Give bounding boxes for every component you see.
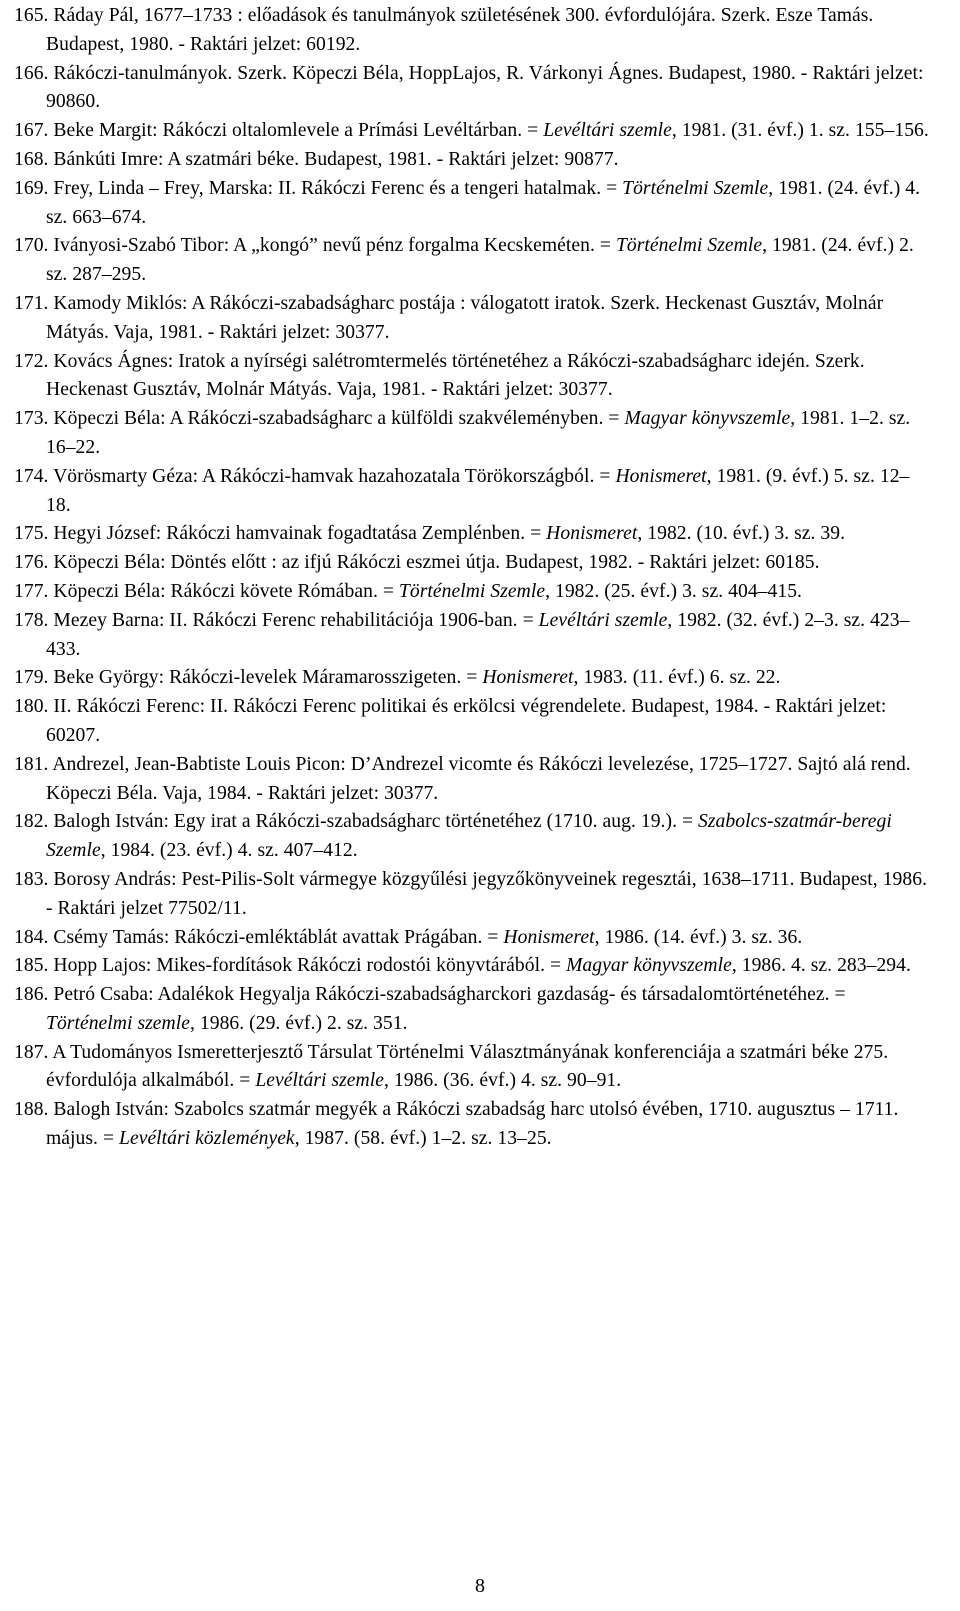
entry-text: , 1986. 4. sz. 283–294. bbox=[731, 955, 911, 977]
bibliography-entry bbox=[14, 1039, 934, 1097]
entry-text: , 1981. (24. évf.) 4. sz. 663–674. bbox=[46, 177, 921, 228]
bibliography-entry bbox=[14, 952, 934, 981]
entry-text: 188. Balogh István: Szabolcs szatmár megyék a Rákóczi szabadság harc utolsó évében, 1710. augusztus – 1711. május. = bbox=[14, 1099, 899, 1150]
entry-text: 182. Balogh István: Egy irat a Rákóczi-szabadságharc történetéhez (1710. aug. 19.). = bbox=[14, 811, 699, 833]
bibliography-entry bbox=[14, 981, 934, 1039]
entry-text: 175. Hegyi József: Rákóczi hamvainak fogadtatása Zemplénben. = bbox=[14, 523, 547, 545]
bibliography-entry bbox=[14, 549, 934, 578]
entry-text: 180. II. Rákóczi Ferenc: II. Rákóczi Ferenc politikai és erkölcsi végrendelete. Budapest, 1984. - Raktári jelzet: 60207. bbox=[14, 696, 887, 746]
entry-text: , 1981. (9. évf.) 5. sz. 12–18. bbox=[46, 465, 910, 516]
bibliography-entry bbox=[14, 2, 934, 60]
journal-title: Magyar könyvszemle bbox=[624, 408, 791, 430]
entry-text: 166. Rákóczi-tanulmányok. Szerk. Köpeczi Béla, HoppLajos, R. Várkonyi Ágnes. Budapest, 1980. - Raktári jelzet: 90860. bbox=[14, 62, 924, 113]
bibliography-entry bbox=[14, 405, 934, 463]
journal-title: Honismeret bbox=[482, 667, 574, 689]
entry-text: , 1984. (23. évf.) 4. sz. 407–412. bbox=[100, 840, 358, 862]
entry-text: 167. Beke Margit: Rákóczi oltalomlevele a Prímási Levéltárban. = bbox=[14, 120, 544, 142]
journal-title: Honismeret bbox=[546, 523, 638, 545]
bibliography-entry bbox=[14, 693, 934, 751]
bibliography-entry bbox=[14, 60, 934, 118]
bibliography-entry bbox=[14, 520, 934, 549]
bibliography-entry bbox=[14, 578, 934, 607]
entry-text: 172. Kovács Ágnes: Iratok a nyírségi salétromtermelés történetéhez a Rákóczi-szabadságharc idején. Szerk. Heckenast Gusztáv, Molnár Mátyás. Vaja, 1981. - Raktári jelzet: 30377. bbox=[14, 350, 865, 401]
entry-text: , 1981. (31. évf.) 1. sz. 155–156. bbox=[671, 120, 929, 142]
journal-title: Történelmi Szemle bbox=[622, 177, 769, 199]
journal-title: Történelmi Szemle bbox=[615, 235, 763, 257]
bibliography-entry bbox=[14, 866, 934, 924]
bibliography-entry bbox=[14, 463, 934, 521]
bibliography-entry bbox=[14, 808, 934, 866]
entry-text: , 1986. (36. évf.) 4. sz. 90–91. bbox=[384, 1070, 622, 1092]
bibliography-entry bbox=[14, 348, 934, 406]
journal-title: Levéltári szemle bbox=[538, 609, 668, 631]
bibliography-entry bbox=[14, 232, 934, 290]
entry-text: 183. Borosy András: Pest-Pilis-Solt vármegye közgyűlési jegyzőkönyveinek regesztái, 1638–1711. Budapest, 1986. - Raktári jelzet 77502/11. bbox=[14, 868, 928, 919]
journal-title: Történelmi Szemle bbox=[398, 580, 546, 602]
journal-title: Történelmi szemle bbox=[46, 1012, 190, 1034]
entry-text: , 1986. (29. évf.) 2. sz. 351. bbox=[189, 1012, 408, 1034]
entry-text: , 1982. (32. évf.) 2–3. sz. 423–433. bbox=[46, 609, 910, 660]
bibliography-entry bbox=[14, 1096, 934, 1154]
entry-text: 185. Hopp Lajos: Mikes-fordítások Rákóczi rodostói könyvtárából. = bbox=[14, 955, 567, 977]
bibliography-entry bbox=[14, 607, 934, 665]
journal-title: Levéltári szemle bbox=[543, 120, 672, 142]
entry-text: 186. Petró Csaba: Adalékok Hegyalja Rákóczi-szabadságharckori gazdaság- és társadalomtörténetéhez. = bbox=[14, 984, 846, 1006]
entry-text: 181. Andrezel, Jean-Babtiste Louis Picon: D’Andrezel vicomte és Rákóczi levelezése, 1725–1727. Sajtó alá rend. Köpeczi Béla. Vaja, 1984. - Raktári jelzet: 30377. bbox=[14, 753, 911, 804]
journal-title: Honismeret bbox=[615, 465, 707, 487]
entry-text: 169. Frey, Linda – Frey, Marska: II. Rákóczi Ferenc és a tengeri hatalmak. = bbox=[14, 177, 623, 199]
entry-text: 184. Csémy Tamás: Rákóczi-emléktáblát avattak Prágában. = bbox=[14, 926, 504, 948]
entry-text: , 1981. 1–2. sz. 16–22. bbox=[46, 408, 911, 458]
bibliography-entry bbox=[14, 924, 934, 953]
bibliography-entry bbox=[14, 751, 934, 809]
entry-text: , 1987. (58. évf.) 1–2. sz. 13–25. bbox=[294, 1128, 552, 1150]
bibliography-entry bbox=[14, 146, 934, 175]
page-number: 8 bbox=[475, 1575, 485, 1597]
entry-text: 170. Iványosi-Szabó Tibor: A „kongó” nevű pénz forgalma Kecskeméten. = bbox=[14, 235, 616, 257]
bibliography-entry bbox=[14, 664, 934, 693]
entry-text: , 1986. (14. évf.) 3. sz. 36. bbox=[594, 926, 803, 948]
entry-text: 174. Vörösmarty Géza: A Rákóczi-hamvak hazahozatala Törökországból. = bbox=[14, 465, 616, 487]
entry-text: , 1982. (10. évf.) 3. sz. 39. bbox=[637, 523, 846, 545]
entry-text: 168. Bánkúti Imre: A szatmári béke. Budapest, 1981. - Raktári jelzet: 90877. bbox=[14, 148, 619, 170]
bibliography-entry bbox=[14, 175, 934, 233]
bibliography-list bbox=[14, 2, 934, 1154]
journal-title: Magyar könyvszemle bbox=[566, 955, 732, 977]
entry-text: 179. Beke György: Rákóczi-levelek Máramarosszigeten. = bbox=[14, 667, 483, 689]
entry-text: , 1981. (24. évf.) 2. sz. 287–295. bbox=[46, 235, 914, 286]
bibliography-entry bbox=[14, 117, 934, 146]
entry-text: 176. Köpeczi Béla: Döntés előtt : az ifjú Rákóczi eszmei útja. Budapest, 1982. - Raktári jelzet: 60185. bbox=[14, 552, 820, 574]
journal-title: Honismeret bbox=[503, 926, 595, 948]
entry-text: 187. A Tudományos Ismeretterjesztő Társulat Történelmi Választmányának konferenciája a szatmári béke 275. évfordulója alkalmából. = bbox=[14, 1041, 889, 1092]
entry-text: , 1982. (25. évf.) 3. sz. 404–415. bbox=[545, 580, 803, 602]
bibliography-entry bbox=[14, 290, 934, 348]
journal-title: Szabolcs-szatmár-beregi Szemle bbox=[46, 811, 892, 862]
entry-text: 177. Köpeczi Béla: Rákóczi követe Rómában. = bbox=[14, 580, 399, 602]
journal-title: Levéltári közlemények bbox=[119, 1128, 295, 1150]
entry-text: 165. Ráday Pál, 1677–1733 : előadások és tanulmányok születésének 300. évfordulójára. Szerk. Esze Tamás. Budapest, 1980. - Raktári jelzet: 60192. bbox=[14, 5, 874, 55]
entry-text: 173. Köpeczi Béla: A Rákóczi-szabadságharc a külföldi szakvéleményben. = bbox=[14, 408, 625, 430]
entry-text: , 1983. (11. évf.) 6. sz. 22. bbox=[573, 667, 781, 689]
entry-text: 171. Kamody Miklós: A Rákóczi-szabadságharc postája : válogatott iratok. Szerk. Heckenast Gusztáv, Molnár Mátyás. Vaja, 1981. - Raktári jelzet: 30377. bbox=[14, 292, 884, 343]
entry-text: 178. Mezey Barna: II. Rákóczi Ferenc rehabilitációja 1906-ban. = bbox=[14, 609, 539, 631]
journal-title: Levéltári szemle bbox=[255, 1070, 384, 1092]
